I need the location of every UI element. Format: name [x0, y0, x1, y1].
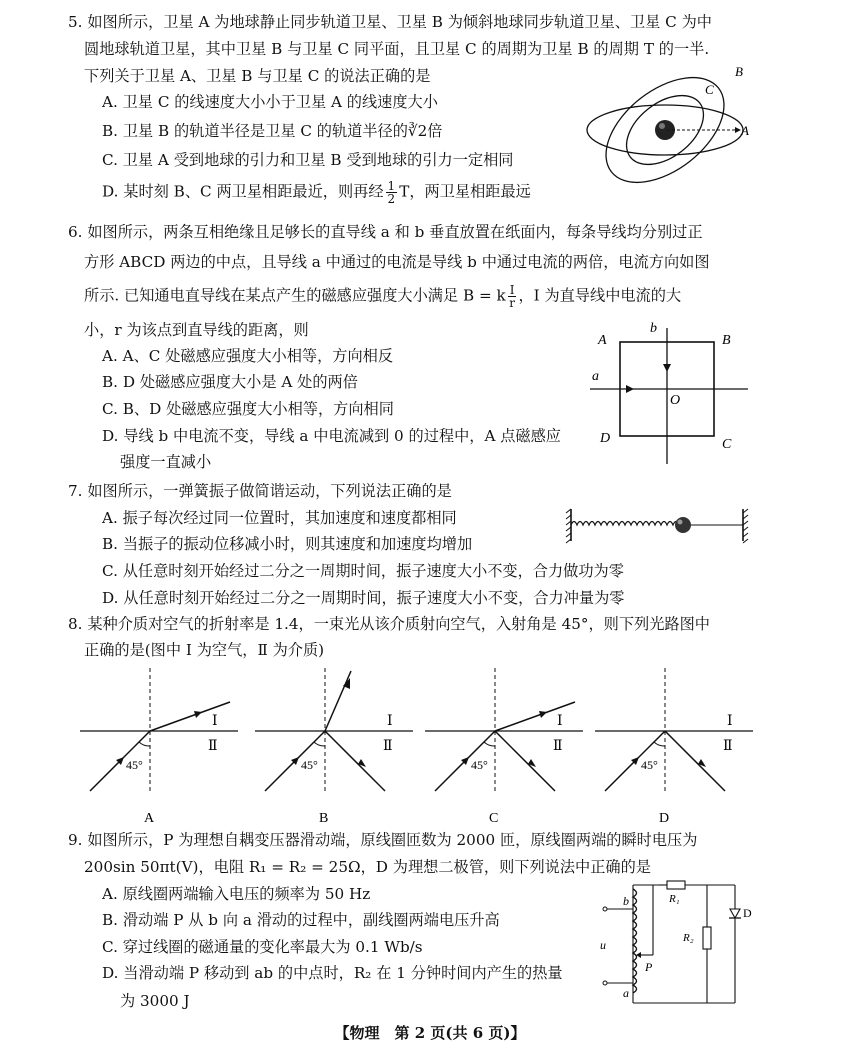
q8-stem-line1: 8. 某种介质对空气的折射率是 1.4，一束光从该介质射向空气，入射角是 45°，则下列光路图中	[68, 615, 710, 633]
svg-text:D: D	[600, 431, 611, 446]
svg-text:45°: 45°	[126, 758, 143, 772]
svg-text:45°: 45°	[641, 758, 658, 772]
q5-option-b: B. 卫星 B 的轨道半径是卫星 C 的轨道半径的∛2倍	[102, 122, 443, 140]
q6-stem-line4: 小，r 为该点到直导线的距离，则	[84, 321, 309, 339]
fraction-i-over-r: $\frac{I}{r}$	[509, 283, 515, 310]
svg-text:u: u	[600, 938, 606, 952]
q7-option-c: C. 从任意时刻开始经过二分之一周期时间，振子速度大小不变，合力做功为零	[102, 562, 624, 580]
q5-option-a: A. 卫星 C 的线速度大小小于卫星 A 的线速度大小	[102, 93, 438, 111]
q7-stem: 7. 如图所示，一弹簧振子做简谐运动，下列说法正确的是	[68, 482, 452, 500]
svg-text:45°: 45°	[471, 758, 488, 772]
q8-diagram-c	[425, 668, 585, 828]
reflected-ray	[495, 731, 555, 791]
q9-option-a: A. 原线圈两端输入电压的频率为 50 Hz	[102, 885, 371, 903]
svg-text:b: b	[650, 321, 657, 336]
q6-option-d-line1: D. 导线 b 中电流不变，导线 a 中电流减到 0 的过程中，A 点磁感应	[102, 427, 561, 445]
svg-text:B: B	[722, 333, 731, 348]
q6-stem-line1: 6. 如图所示，两条互相绝缘且足够长的直导线 a 和 b 垂直放置在纸面内，每条导线均分别过正	[68, 223, 703, 241]
refracted-ray	[495, 702, 575, 731]
q5-option-c: C. 卫星 A 受到地球的引力和卫星 B 受到地球的引力一定相同	[102, 151, 514, 169]
svg-text:D: D	[743, 906, 752, 920]
q8-diagram-b	[255, 668, 415, 828]
reflected-ray	[325, 731, 385, 791]
q8-diagram-a	[80, 668, 240, 828]
svg-text:45°: 45°	[301, 758, 318, 772]
label-c: C	[489, 811, 499, 826]
q7-spring-oscillator-diagram	[565, 505, 755, 545]
q5-stem-line3: 下列关于卫星 A、卫星 B 与卫星 C 的说法正确的是	[84, 67, 431, 85]
q9-stem-line1: 9. 如图所示，P 为理想自耦变压器滑动端，原线圈匝数为 2000 匝，原线圈两端的瞬时电压为	[68, 831, 698, 849]
refracted-ray	[150, 702, 230, 731]
q5-stem-line2: 圆地球轨道卫星，其中卫星 B 与卫星 C 同平面，且卫星 C 的周期为卫星 B 的周期 T 的一半.	[84, 40, 710, 58]
q6-stem-line2: 方形 ABCD 两边的中点，且导线 a 中通过的电流是导线 b 中通过电流的两倍，电流方向如图	[84, 253, 710, 271]
q8-diagram-d	[595, 668, 755, 828]
q7-option-b: B. 当振子的振动位移减小时，则其速度和加速度均增加	[102, 535, 473, 553]
fraction-half: $\frac{1}{2}$	[387, 179, 396, 206]
label-a: A	[144, 811, 155, 826]
svg-text:Ⅱ: Ⅱ	[208, 739, 218, 754]
cube-root-2: ∛2	[407, 122, 428, 140]
svg-text:R₂: R₂	[683, 932, 694, 944]
q5-satellite-orbit-diagram	[585, 60, 765, 200]
svg-text:Ⅰ: Ⅰ	[727, 714, 733, 729]
q5-option-d: D. 某时刻 B、C 两卫星相距最近，则再经 $\frac{1}{2}$ T，两卫星相距最远	[102, 179, 531, 206]
q9-option-b: B. 滑动端 P 从 b 向 a 滑动的过程中，副线圈两端电压升高	[102, 911, 500, 929]
label-d: D	[659, 811, 670, 826]
q8-stem-line2: 正确的是(图中 Ⅰ 为空气，Ⅱ 为介质)	[84, 641, 325, 659]
q9-option-d-line2: 为 3000 J	[120, 992, 190, 1010]
diode-icon	[730, 909, 740, 918]
svg-text:a: a	[592, 369, 599, 384]
q6-option-d-line2: 强度一直减小	[120, 453, 212, 471]
q7-option-a: A. 振子每次经过同一位置时，其加速度和速度都相同	[102, 509, 457, 527]
page-footer: 【物理 第 2 页(共 6 页)】	[334, 1024, 526, 1042]
q6-option-a: A. A、C 处磁感应强度大小相等，方向相反	[102, 347, 394, 365]
q6-stem-line3: 所示. 已知通电直导线在某点产生的磁感应强度大小满足 B = k $\frac{I}{r}$ ，I 为直导线中电流的大	[84, 283, 682, 310]
label-a: A	[741, 123, 749, 138]
q9-option-c: C. 穿过线圈的磁通量的变化率最大为 0.1 Wb/s	[102, 938, 423, 956]
reflected-ray	[665, 731, 725, 791]
svg-text:A: A	[598, 333, 607, 348]
q9-stem-line2: 200sin 50πt(V)，电阻 R₁ = R₂ = 25Ω，D 为理想二极管，则下列说法中正确的是	[84, 858, 651, 876]
svg-text:P: P	[645, 960, 653, 974]
svg-text:Ⅰ: Ⅰ	[212, 714, 218, 729]
spring-icon	[571, 522, 679, 526]
svg-text:Ⅱ: Ⅱ	[723, 739, 733, 754]
label-b: B	[735, 64, 743, 79]
svg-text:Ⅰ: Ⅰ	[387, 714, 393, 729]
q6-option-c: C. B、D 处磁感应强度大小相等，方向相同	[102, 400, 394, 418]
resistor-r1	[667, 881, 685, 889]
q5-stem-line1: 5. 如图所示，卫星 A 为地球静止同步轨道卫星、卫星 B 为倾斜地球同步轨道卫星、卫星 C 为中	[68, 13, 712, 31]
svg-text:b: b	[623, 894, 629, 908]
resistor-r2	[703, 927, 711, 949]
q6-option-b: B. D 处磁感应强度大小是 A 处的两倍	[102, 373, 358, 391]
svg-text:a: a	[623, 986, 629, 1000]
q7-option-d: D. 从任意时刻开始经过二分之一周期时间，振子速度大小不变，合力冲量为零	[102, 589, 625, 607]
oscillator-ball-icon	[675, 517, 691, 533]
q9-transformer-circuit-diagram	[595, 875, 760, 1015]
svg-text:C: C	[722, 437, 732, 452]
svg-text:O: O	[670, 393, 681, 408]
svg-text:Ⅰ: Ⅰ	[557, 714, 563, 729]
svg-text:R₁: R₁	[669, 893, 680, 905]
refracted-ray	[325, 671, 351, 731]
label-b: B	[319, 811, 329, 826]
label-c: C	[705, 82, 714, 97]
svg-text:Ⅱ: Ⅱ	[553, 739, 563, 754]
svg-text:Ⅱ: Ⅱ	[383, 739, 393, 754]
q6-wire-square-diagram	[590, 318, 750, 468]
q9-option-d-line1: D. 当滑动端 P 移动到 ab 的中点时，R₂ 在 1 分钟时间内产生的热量	[102, 964, 563, 982]
